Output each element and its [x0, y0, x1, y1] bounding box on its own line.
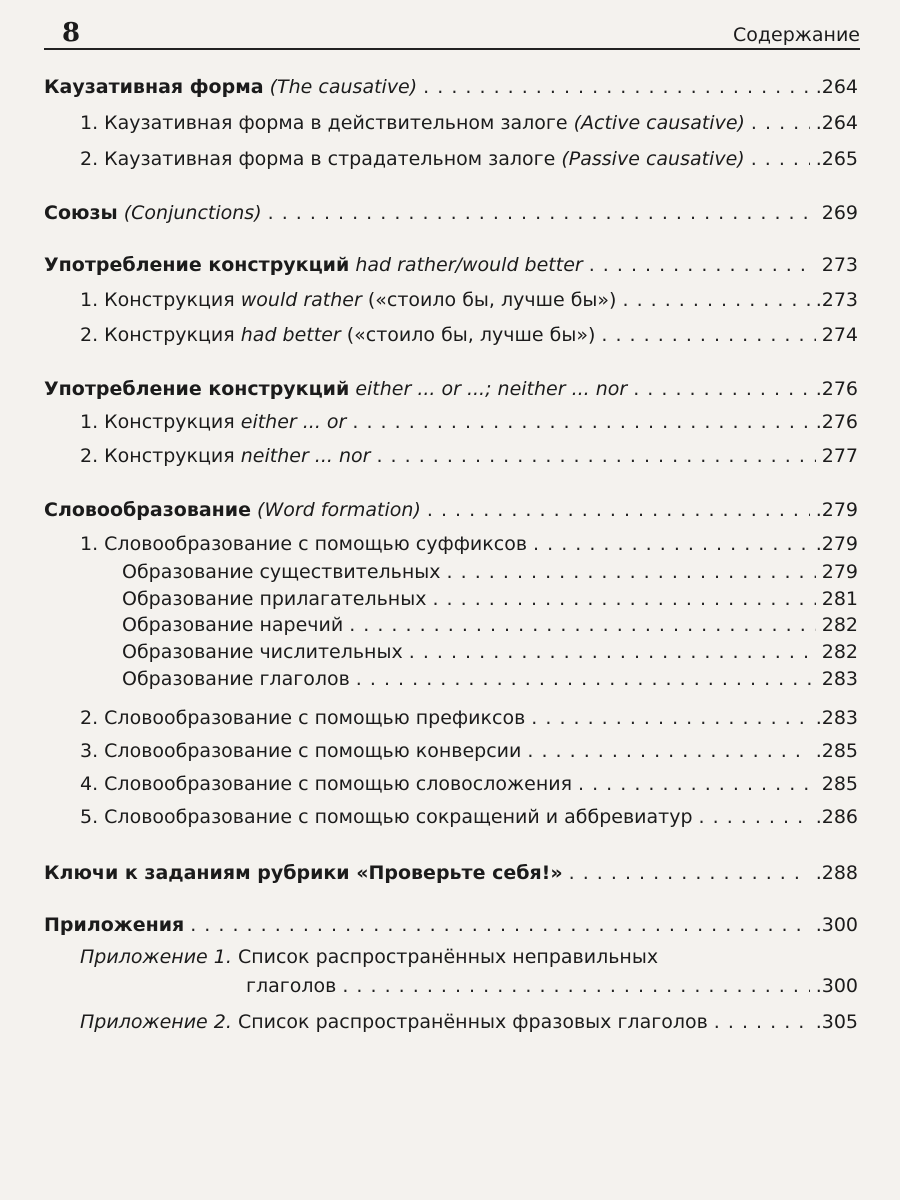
- page-ref: .279: [815, 533, 858, 555]
- toc-entry-numerals[interactable]: Образование числительных . . . 282: [122, 639, 858, 665]
- dot-leader: [190, 912, 809, 938]
- toc-entry-had-rather[interactable]: Употребление конструкций had rather/would better . . . 273: [44, 252, 858, 278]
- toc-entry-would-rather[interactable]: 1. Конструкция would rather («стоило бы, лучше бы») . . . .273: [80, 287, 858, 313]
- page-ref: 274: [821, 324, 858, 346]
- dot-leader: [349, 612, 816, 638]
- dot-leader: [409, 639, 816, 665]
- dot-leader: [423, 74, 810, 100]
- toc-entry-verbs[interactable]: Образование глаголов . . . 283: [122, 666, 858, 692]
- toc-entry-word-formation[interactable]: Словообразование (Word formation) . . . .279: [44, 497, 858, 523]
- toc-entry-either[interactable]: 1. Конструкция either ... or . . . .276: [80, 409, 858, 435]
- page-ref: .286: [815, 806, 858, 828]
- page-ref: .300: [815, 914, 858, 936]
- toc-entry-suffixes[interactable]: 1. Словообразование с помощью суффиксов . . . .279: [80, 531, 858, 557]
- page-ref: 282: [821, 641, 858, 663]
- dot-leader: [751, 146, 810, 172]
- dot-leader: [531, 705, 809, 731]
- page-number: 8: [62, 18, 81, 48]
- dot-leader: [751, 110, 810, 136]
- dot-leader: [432, 586, 815, 612]
- dot-leader: [342, 973, 809, 999]
- page-ref: 277: [821, 445, 858, 467]
- page-ref: 273: [821, 254, 858, 276]
- page-ref: .276: [815, 378, 858, 400]
- page-ref: 281: [821, 588, 858, 610]
- page-ref: 269: [821, 202, 858, 224]
- dot-leader: [533, 531, 810, 557]
- page-ref: .273: [815, 289, 858, 311]
- page-ref: 282: [821, 614, 858, 636]
- toc-entry-prefixes[interactable]: 2. Словообразование с помощью префиксов . . . .283: [80, 705, 858, 731]
- dot-leader: [601, 322, 815, 348]
- page-ref: 283: [821, 668, 858, 690]
- dot-leader: [356, 666, 816, 692]
- section-title: Содержание: [733, 24, 860, 46]
- page-ref: .283: [815, 707, 858, 729]
- page-ref: .300: [815, 975, 858, 997]
- toc-entry-abbreviations[interactable]: 5. Словообразование с помощью сокращений и аббревиатур . . . .286: [80, 804, 858, 830]
- dot-leader: [527, 738, 809, 764]
- toc-entry-causative[interactable]: Каузативная форма (The causative) . . . .264: [44, 74, 858, 100]
- dot-leader: [633, 376, 809, 402]
- page-ref: 285: [821, 773, 858, 795]
- page-ref: .285: [815, 740, 858, 762]
- toc-entry-conjunctions[interactable]: Союзы (Conjunctions) . . . 269: [44, 200, 858, 226]
- toc-entry-appendix-1-line1[interactable]: Приложение 1. Список распространённых неправильных: [80, 946, 659, 968]
- dot-leader: [268, 200, 816, 226]
- page-ref: 279: [821, 561, 858, 583]
- dot-leader: [622, 287, 809, 313]
- dot-leader: [569, 860, 810, 886]
- page-ref: .265: [815, 148, 858, 170]
- dot-leader: [578, 771, 816, 797]
- toc-entry-adjectives[interactable]: Образование прилагательных . . . 281: [122, 586, 858, 612]
- dot-leader: [427, 497, 810, 523]
- dot-leader: [589, 252, 816, 278]
- page-ref: .288: [815, 862, 858, 884]
- dot-leader: [714, 1009, 810, 1035]
- toc-entry-appendix-2[interactable]: Приложение 2. Список распространённых фразовых глаголов . . . .305: [80, 1009, 858, 1035]
- toc-entry-neither[interactable]: 2. Конструкция neither ... nor . . . 277: [80, 443, 858, 469]
- dot-leader: [447, 559, 816, 585]
- page-ref: .305: [815, 1011, 858, 1033]
- toc-entry-passive-causative[interactable]: 2. Каузативная форма в страдательном залоге (Passive causative) . . . .265: [80, 146, 858, 172]
- dot-leader: [352, 409, 809, 435]
- toc-entry-nouns[interactable]: Образование существительных . . . 279: [122, 559, 858, 585]
- toc-entry-answer-keys[interactable]: Ключи к заданиям рубрики «Проверьте себя!» . . . .288: [44, 860, 858, 886]
- page-ref: .276: [815, 411, 858, 433]
- toc-entry-conversion[interactable]: 3. Словообразование с помощью конверсии . . . .285: [80, 738, 858, 764]
- page-ref: .264: [815, 112, 858, 134]
- toc-entry-compounding[interactable]: 4. Словообразование с помощью словосложения . . . 285: [80, 771, 858, 797]
- toc-entry-appendices[interactable]: Приложения . . . .300: [44, 912, 858, 938]
- toc-entry-had-better[interactable]: 2. Конструкция had better («стоило бы, лучше бы») . . . 274: [80, 322, 858, 348]
- dot-leader: [376, 443, 815, 469]
- toc-entry-either-or[interactable]: Употребление конструкций either ... or ...; neither ... nor . . . .276: [44, 376, 858, 402]
- dot-leader: [699, 804, 810, 830]
- toc-entry-active-causative[interactable]: 1. Каузативная форма в действительном залоге (Active causative) . . . .264: [80, 110, 858, 136]
- toc-entry-adverbs[interactable]: Образование наречий . . . 282: [122, 612, 858, 638]
- page-ref: .279: [815, 499, 858, 521]
- page-ref: .264: [815, 76, 858, 98]
- toc-entry-appendix-1-line2[interactable]: глаголов . . . .300: [246, 973, 858, 999]
